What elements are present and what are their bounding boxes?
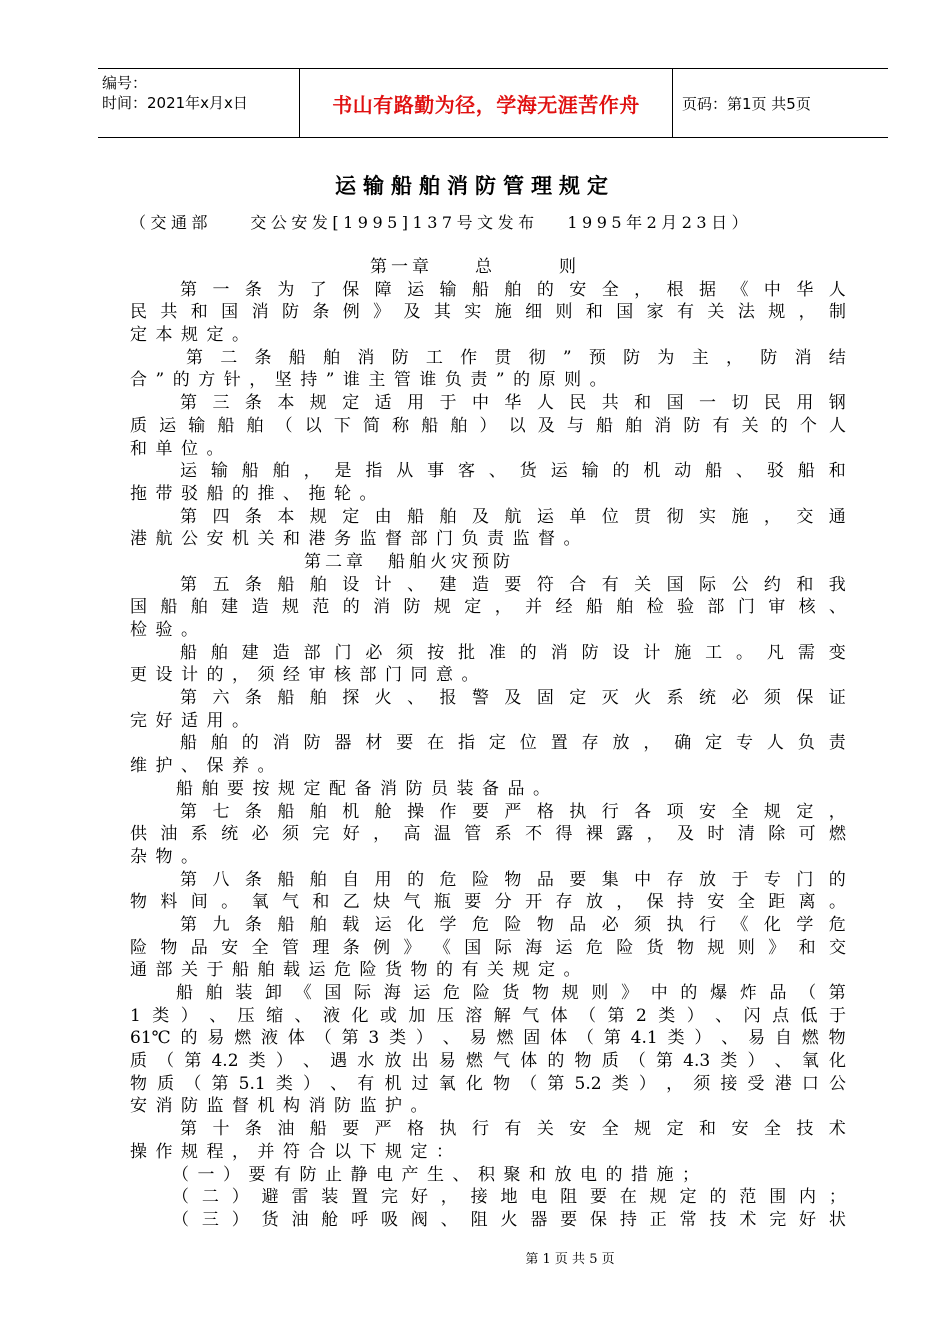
text-line: 船舶要按规定配备消防员装备品。 xyxy=(176,778,559,799)
header-divider xyxy=(672,69,673,137)
header-table xyxy=(98,68,888,138)
text-line: 拖带驳船的推、拖轮。 xyxy=(130,483,385,504)
text-line: 第 七 条 船 舶 机 舱 操 作 要 严 格 执 行 各 项 安 全 规 定 ， xyxy=(180,801,846,822)
text-line: 第二章 船舶火灾预防 xyxy=(304,551,514,572)
text-line: 港航公安机关和港务监督部门负责监督。 xyxy=(130,529,589,550)
text-line: 第 六 条 船 舶 探 火 、 报 警 及 固 定 灭 火 系 统 必 须 保 证 xyxy=(180,688,846,709)
text-line: 物 料 间 。 氧 气 和 乙 炔 气 瓶 要 分 开 存 放 ， 保 持 安 全 距 离 。 xyxy=(130,892,846,913)
header-meta xyxy=(102,73,298,133)
header-page-label: 页码：第1页 共5页 xyxy=(682,94,811,113)
text-line: 船 舶 建 造 部 门 必 须 按 批 准 的 消 防 设 计 施 工 。 凡 需 变 xyxy=(180,642,846,663)
text-line: 合”的方针，坚持”谁主管谁负责”的原则。 xyxy=(130,370,616,391)
header-motto: 书山有路勤为径，学海无涯苦作舟 xyxy=(332,92,640,117)
text-line: 和单位。 xyxy=(130,438,232,459)
text-line: 第 十 条 油 船 要 严 格 执 行 有 关 安 全 规 定 和 安 全 技 术 xyxy=(180,1119,846,1140)
text-line: 船 舶 的 消 防 器 材 要 在 指 定 位 置 存 放 ， 确 定 专 人 负 责 xyxy=(180,733,846,754)
text-line: 物 质 （ 第 5.1 类 ） 、 有 机 过 氧 化 物 （ 第 5.2 类 ） ， 须 接 受 港 口 公 xyxy=(130,1073,846,1094)
text-line: 通部关于船舶载运危险货物的有关规定。 xyxy=(130,960,589,981)
subtitle-text: （交通部 交公安发[1995]137号文发布 1995年2月23日） xyxy=(130,213,753,232)
text-line: 完好适用。 xyxy=(130,710,258,731)
text-line: （ 二 ） 避 雷 装 置 完 好 ， 接 地 电 阻 要 在 规 定 的 范 围 内 ； xyxy=(172,1187,846,1208)
text-line: 1 类 ） 、 压 缩 、 液 化 或 加 压 溶 解 气 体 （ 第 2 类 ） 、 闪 点 低 于 xyxy=(130,1005,846,1026)
text-line: 第 三 条 本 规 定 适 用 于 中 华 人 民 共 和 国 一 切 民 用 钢 xyxy=(180,393,846,414)
document-subtitle xyxy=(130,210,848,233)
text-line: 安消防监督机构消防监护。 xyxy=(130,1096,436,1117)
text-line: （ 三 ） 货 油 舱 呼 吸 阀 、 阻 火 器 要 保 持 正 常 技 术 完 好 状 xyxy=(172,1209,846,1230)
text-line: 第 二 条 船 舶 消 防 工 作 贯 彻 ” 预 防 为 主 ， 防 消 结 xyxy=(186,347,846,368)
text-line: 定本规定。 xyxy=(130,325,258,346)
text-line: 第 一 条 为 了 保 障 运 输 船 舶 的 安 全 ， 根 据 《 中 华 人 xyxy=(180,279,846,300)
text-line: 第 九 条 船 舶 载 运 化 学 危 险 物 品 必 须 执 行 《 化 学 危 xyxy=(180,914,846,935)
text-line: 运 输 船 舶 ， 是 指 从 事 客 、 货 运 输 的 机 动 船 、 驳 船 和 xyxy=(180,461,846,482)
text-line: 船 舶 装 卸 《 国 际 海 运 危 险 货 物 规 则 》 中 的 爆 炸 品 （ 第 xyxy=(176,983,846,1003)
document-title: 运输船舶消防管理规定 xyxy=(335,174,615,198)
text-line: 第一章 总 则 xyxy=(370,257,580,277)
text-line: 更设计的，须经审核部门同意。 xyxy=(130,665,487,686)
text-line: 险 物 品 安 全 管 理 条 例 》 《 国 际 海 运 危 险 货 物 规 则 》 和 交 xyxy=(130,937,846,958)
document-body xyxy=(130,256,846,1232)
text-line: 维护、保养。 xyxy=(130,756,283,777)
text-line: （一）要有防止静电产生、积聚和放电的措施； xyxy=(172,1164,708,1185)
text-line: 质 （ 第 4.2 类 ） 、 遇 水 放 出 易 燃 气 体 的 物 质 （ 第 4.3 类 ） 、 氧 化 xyxy=(130,1051,846,1072)
text-line: 操作规程，并符合以下规定： xyxy=(130,1141,462,1162)
text-line: 杂物。 xyxy=(130,846,207,867)
number-label: 编号： xyxy=(102,74,148,92)
text-line: 供 油 系 统 必 须 完 好 ， 高 温 管 系 不 得 裸 露 ， 及 时 清 除 可 燃 xyxy=(130,824,846,845)
text-line: 61℃ 的 易 燃 液 体 （ 第 3 类 ） 、 易 燃 固 体 （ 第 4.1 类 ） 、 易 自 燃 物 xyxy=(130,1028,846,1049)
text-line: 第 四 条 本 规 定 由 船 舶 及 航 运 单 位 贯 彻 实 施 ， 交 通 xyxy=(180,506,846,527)
text-line: 国 船 舶 建 造 规 范 的 消 防 规 定 ， 并 经 船 舶 检 验 部 门 审 核 、 xyxy=(130,597,846,618)
text-line: 检验。 xyxy=(130,620,207,640)
page-footer: 第 1 页 共 5 页 xyxy=(525,1252,615,1267)
text-line: 民 共 和 国 消 防 条 例 》 及 其 实 施 细 则 和 国 家 有 关 法 规 ， 制 xyxy=(130,302,846,323)
text-line: 第 五 条 船 舶 设 计 、 建 造 要 符 合 有 关 国 际 公 约 和 我 xyxy=(180,574,846,595)
time-label: 时间：2021年x月x日 xyxy=(102,94,248,112)
text-line: 第 八 条 船 舶 自 用 的 危 险 物 品 要 集 中 存 放 于 专 门 的 xyxy=(180,869,846,890)
text-line: 质 运 输 船 舶 （ 以 下 简 称 船 舶 ） 以 及 与 船 舶 消 防 有 关 的 个 人 xyxy=(130,415,846,436)
